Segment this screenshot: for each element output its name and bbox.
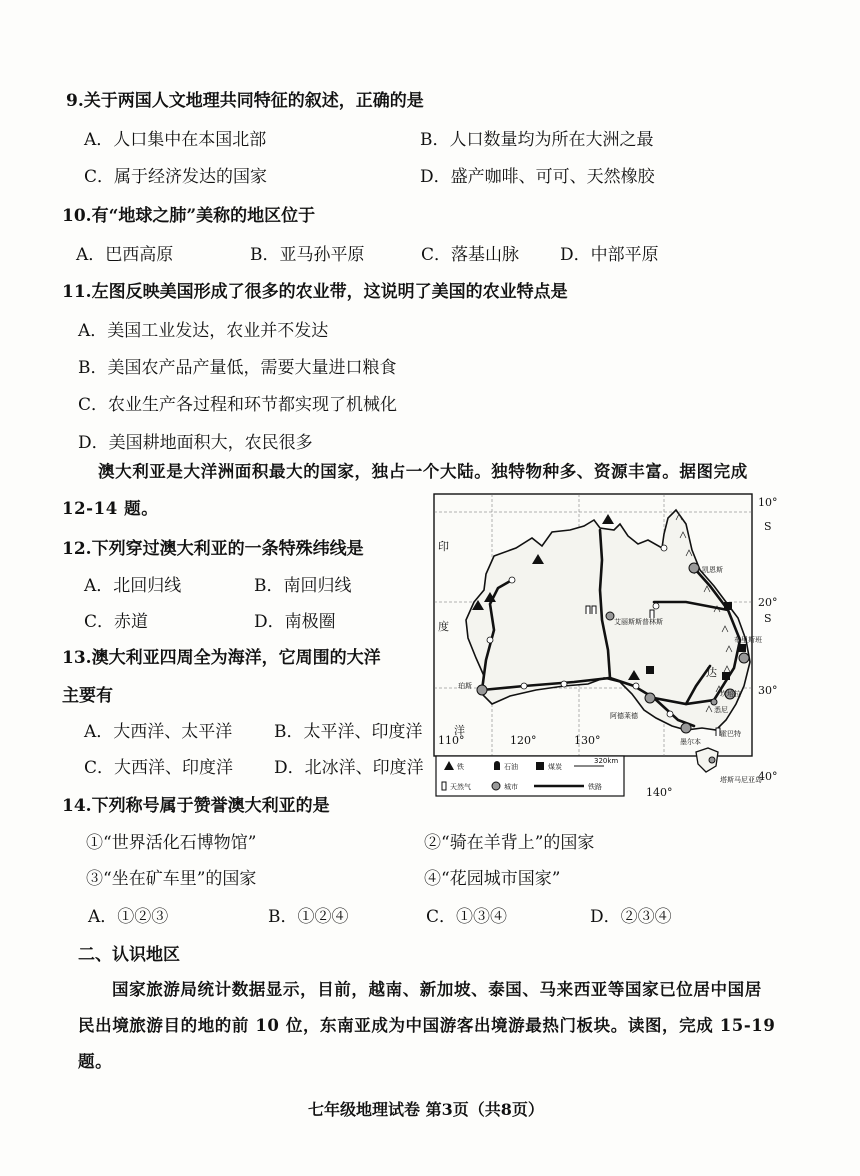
- legend-coal-icon: [536, 762, 544, 770]
- legend-gas-label: 天然气: [450, 783, 471, 791]
- legend-gas-icon: [442, 782, 446, 790]
- lon-label-110: 110°: [438, 734, 465, 747]
- lat-label-10: 10°: [758, 496, 778, 509]
- q12-stem: 12.下列穿过澳大利亚的一条特殊纬线是: [62, 539, 364, 559]
- q9-stem: 9.关于两国人文地理共同特征的叙述，正确的是: [66, 91, 424, 111]
- q10-stem: 10.有“地球之肺”美称的地区位于: [62, 206, 316, 226]
- ocean-label-2: 度: [438, 620, 449, 633]
- q14-option-d: D．②③④: [590, 907, 672, 927]
- city-label-canberra: 坎培拉: [720, 690, 741, 698]
- ocean-label-3: 洋: [454, 724, 465, 737]
- city-label-adelaide: 阿德莱德: [610, 712, 638, 720]
- q14-item-4: ④“花园城市国家”: [424, 869, 561, 889]
- legend-city-label: 城市: [504, 783, 518, 791]
- q13-stem-line-2: 主要有: [62, 686, 113, 706]
- legend-oil-icon: [494, 761, 500, 770]
- q10-option-a: A．巴西高原: [76, 245, 174, 265]
- q14-option-a: A．①②③: [88, 907, 169, 927]
- australia-map: [424, 490, 780, 800]
- lon-label-140: 140°: [646, 786, 673, 799]
- q14-stem: 14.下列称号属于赞誉澳大利亚的是: [62, 796, 330, 816]
- city-label-melbourne: 墨尔本: [680, 738, 701, 746]
- q9-option-b: B．人口数量均为所在大洲之最: [420, 130, 654, 150]
- q11-option-c: C．农业生产各过程和环节都实现了机械化: [78, 395, 398, 415]
- lat-label-40: 40°: [758, 770, 778, 783]
- section-2-para-line-3: 题。: [78, 1052, 113, 1071]
- legend-scale-label: 320km: [594, 757, 619, 765]
- legend-oil-label: 石油: [504, 763, 518, 771]
- q13-option-b: B．太平洋、印度洋: [274, 722, 423, 742]
- q10-option-c: C．落基山脉: [421, 245, 520, 265]
- city-label-perth: 珀斯: [458, 682, 472, 690]
- lon-label-130: 130°: [574, 734, 601, 747]
- city-label-sydney: 悉尼: [714, 706, 728, 714]
- tasmania-label: 塔斯马尼亚岛: [720, 776, 762, 784]
- lat-label-30: 30°: [758, 684, 778, 697]
- ocean-label-1: 印: [438, 540, 449, 553]
- q13-option-d: D．北冰洋、印度洋: [274, 758, 424, 778]
- q14-option-b: B．①②④: [268, 907, 349, 927]
- legend-iron-label: 铁: [457, 763, 464, 771]
- q11-option-d: D．美国耕地面积大，农民很多: [78, 433, 313, 453]
- city-label-brisbane: 布里斯班: [734, 636, 762, 644]
- s-label-2: S: [764, 612, 772, 625]
- q14-item-1: ①“世界活化石博物馆”: [86, 833, 257, 853]
- q13-option-c: C．大西洋、印度洋: [84, 758, 234, 778]
- intro-line-1: 澳大利亚是大洋洲面积最大的国家，独占一个大陆。独特物种多、资源丰富。据图完成: [98, 462, 748, 481]
- q9-option-a: A．人口集中在本国北部: [84, 130, 267, 150]
- section-2-heading: 二、认识地区: [78, 945, 180, 965]
- q13-option-a: A．大西洋、太平洋: [84, 722, 233, 742]
- city-label-cairns: 凯恩斯: [702, 566, 723, 574]
- legend-rail-label: 铁路: [588, 783, 602, 791]
- q12-option-d: D．南极圈: [254, 612, 336, 632]
- page-footer: 七年级地理试卷 第3页（共8页）: [308, 1100, 544, 1119]
- q12-option-b: B．南回归线: [254, 576, 352, 596]
- section-2-para-line-1: 国家旅游局统计数据显示，目前，越南、新加坡、泰国、马来西亚等国家已位居中国居: [112, 980, 762, 999]
- q14-item-3: ③“坐在矿车里”的国家: [86, 869, 257, 889]
- map-legend: [436, 756, 624, 796]
- river-label: 达: [706, 666, 717, 679]
- intro-line-2: 12-14 题。: [62, 499, 159, 518]
- s-label-1: S: [764, 520, 772, 533]
- lat-label-20: 20°: [758, 596, 778, 609]
- q14-option-c: C．①③④: [426, 907, 508, 927]
- q12-option-a: A．北回归线: [84, 576, 182, 596]
- section-2-para-line-2: 民出境旅游目的地的前 10 位，东南亚成为中国游客出境游最热门板块。读图，完成 15-19: [78, 1016, 776, 1035]
- city-label-hobart: 霍巴特: [720, 730, 741, 738]
- legend-coal-label: 煤炭: [548, 763, 562, 771]
- q12-option-c: C．赤道: [84, 612, 149, 632]
- legend-city-icon: [492, 782, 500, 790]
- lon-label-120: 120°: [510, 734, 537, 747]
- q14-item-2: ②“骑在羊背上”的国家: [424, 833, 595, 853]
- q10-option-d: D．中部平原: [560, 245, 659, 265]
- q11-stem: 11.左图反映美国形成了很多的农业带，这说明了美国的农业特点是: [62, 282, 568, 302]
- q9-option-d: D．盛产咖啡、可可、天然橡胶: [420, 167, 655, 187]
- city-label-alice-springs: 艾丽斯斯普林斯: [614, 618, 663, 626]
- q11-option-a: A．美国工业发达，农业并不发达: [78, 321, 329, 341]
- q9-option-c: C．属于经济发达的国家: [84, 167, 268, 187]
- q13-stem-line-1: 13.澳大利亚四周全为海洋，它周围的大洋: [62, 648, 381, 668]
- q10-option-b: B．亚马孙平原: [250, 245, 365, 265]
- q11-option-b: B．美国农产品产量低，需要大量进口粮食: [78, 358, 397, 378]
